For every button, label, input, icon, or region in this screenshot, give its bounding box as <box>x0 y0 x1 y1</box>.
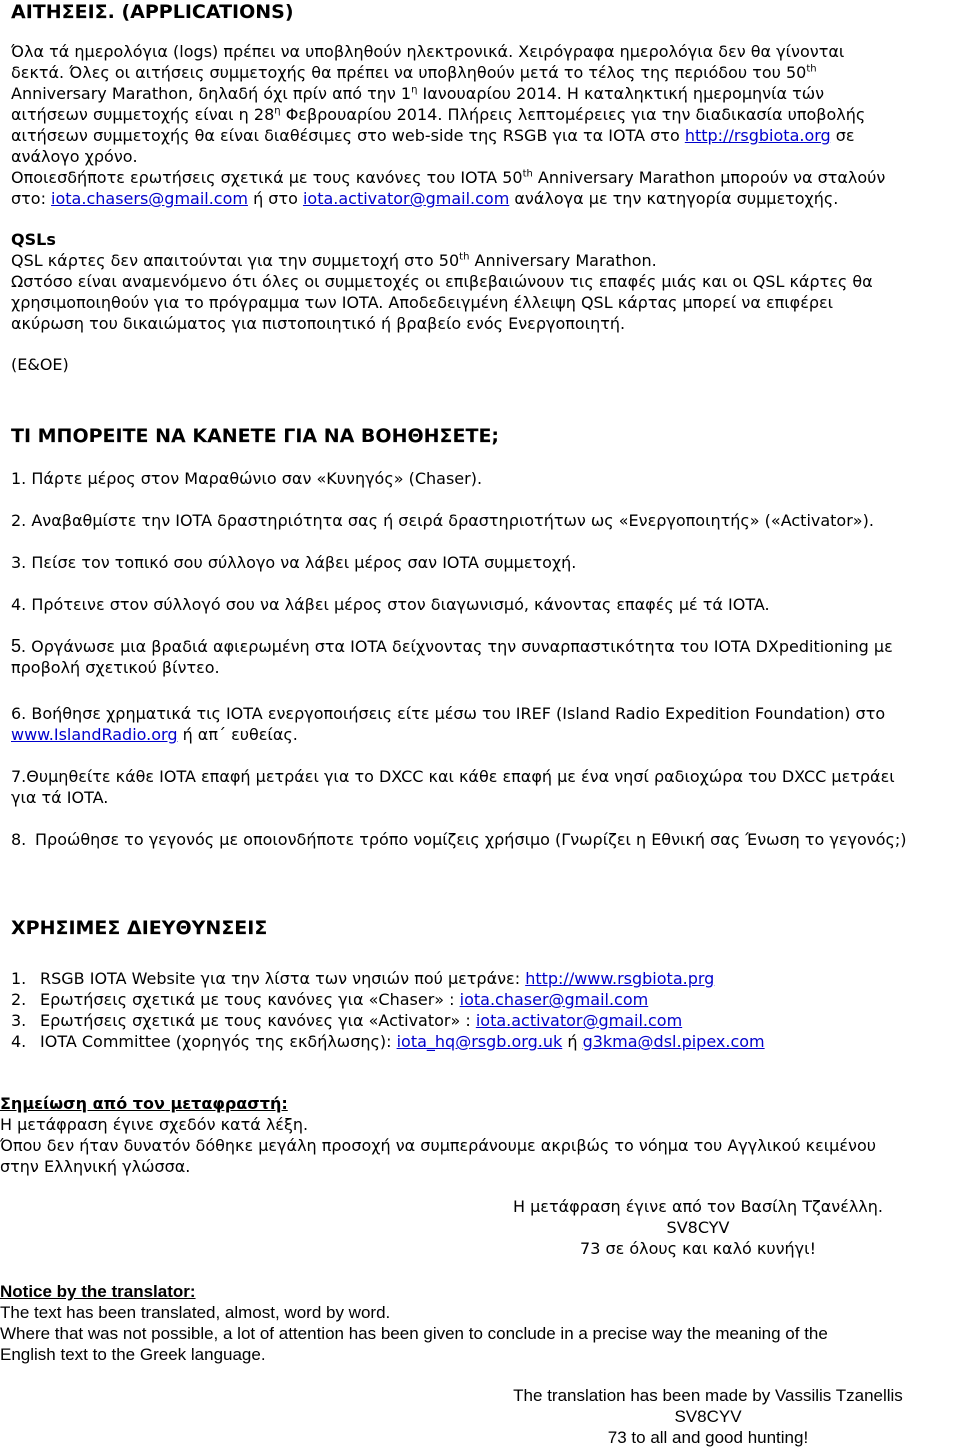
help-title: ΤΙ ΜΠΟΡΕΙΤΕ ΝΑ ΚΑΝΕΤΕ ΓΙΑ ΝΑ ΒΟΗΘΗΣΕΤΕ; <box>11 425 500 447</box>
addresses-list <box>11 968 956 1052</box>
applications-title: ΑΙΤΗΣΕΙΣ. (APPLICATIONS) <box>11 1 294 23</box>
translator-note-english: Notice by the translator: The text has been translated, almost, word by word. Where that was not possible, a lot of attention has been given to conclude in a precise way the meaning of the English text to the Greek language. <box>0 1282 828 1364</box>
address-item-2: 2. Ερωτήσεις σχετικά με τους κανόνες για «Chaser» : iota.chaser@gmail.com <box>11 990 649 1009</box>
greek-note-title: Σημείωση από τον μεταφραστή: <box>0 1094 288 1113</box>
help-item-1: 1. Πάρτε μέρος στον Μαραθώνιο σαν «Κυνηγός» (Chaser). <box>11 469 483 488</box>
iota-hq-email-link[interactable]: iota_hq@rsgb.org.uk <box>396 1032 563 1051</box>
address-item-1: 1. RSGB IOTA Website για την λίστα των νησιών πού μετράνε: http://www.rsgbiota.prg <box>11 969 715 988</box>
help-item-4: 4. Πρότεινε στον σύλλογό σου να λάβει μέρος στον διαγωνισμό, κάνοντας επαφές μέ τά IOTA. <box>11 595 770 614</box>
english-signature: The translation has been made by Vassilis Tzanellis SV8CYV 73 to all and good hunting! <box>513 1386 903 1447</box>
help-item-3: 3. Πείσε τον τοπικό σου σύλλογο να λάβει μέρος σαν IOTA συμμετοχή. <box>11 553 577 572</box>
islandradio-link[interactable]: www.IslandRadio.org <box>11 725 178 744</box>
help-section <box>11 424 956 448</box>
translator-note-greek: Σημείωση από τον μεταφραστή: Η μετάφραση έγινε σχεδόν κατά λέξη. Όπου δεν ήταν δυνατόν δόθηκε μεγάλη προσοχή να συμπεράνουμε ακριβώς το νόημα του Αγγλικού κειμένου στην Ελληνική γλώσσα. <box>0 1094 876 1176</box>
qsls-section: QSLs QSL κάρτες δεν απαιτούνται για την συμμετοχή στο 50th Anniversary Marathon. Ωστόσο είναι αναμενόμενο ότι όλες οι συμμετοχές οι επιβεβαιώνουν τις επαφές μιάς και οι QSL κάρτες θα χρησιμοποιηθούν για το πρόγραμμα των IOTA. Αποδεδειγμένη έλλειψη QSL κάρτας μπορεί να επιφέρει ακύρωση του δικαιώματος για πιστοποιητικό ή βραβείο ενός Ενεργοποιητή. <box>11 230 873 333</box>
applications-body: Όλα τά ημερολόγια (logs) πρέπει να υποβληθούν ηλεκτρονικά. Χειρόγραφα ημερολόγια δεν θα γίνονται δεκτά. Όλες οι αιτήσεις συμμετοχής θα πρέπει να υποβληθούν μετά το τέλος της περιόδου του 50th Anniversary Marathon, δηλαδή όχι πρίν από την $1^\eta$ Ιανουαρίου 2014. Η καταληκτική ημερομηνία τών αιτήσεων συμμετοχής είναι η $28^\eta$ Φεβρουαρίου 2014. Πλήρεις λεπτομέρειες για την διαδικασία υποβολής αιτήσεων συμμετοχής θα είναι διαθέσιμες στο web-side της RSGB για τα IOTA στο http://rsgbiota.org σε ανάλογο χρόνο. Οποιεσδήποτε ερωτήσεις σχετικά με τους κανόνες του IOTA 50th Anniversary Marathon μπορούν να σταλούν στο: iota.chasers@gmail.com ή στο iota.activator@gmail.com ανάλογα με την κατηγορία συμμετοχής. <box>11 42 886 208</box>
rsgbiota-link[interactable]: http://rsgbiota.org <box>684 126 831 145</box>
greek-signature: Η μετάφραση έγινε από τον Βασίλη Τζανέλλη. SV8CYV 73 σε όλους και καλό κυνήγι! <box>513 1197 883 1258</box>
activator-email-link[interactable]: iota.activator@gmail.com <box>302 189 510 208</box>
help-item-6: 6. Βοήθησε χρηματικά τις IOTA ενεργοποιήσεις είτε μέσω του IREF (Island Radio Expedition Foundation) στο www.IslandRadio.org ή απ΄ ευθείας. <box>11 704 886 744</box>
help-item-5: 5. Οργάνωσε μια βραδιά αφιερωμένη στα IOTA δείχνοντας την συναρπαστικότητα του IOTA DXpeditioning με προβολή σχετικού βίντεο. <box>11 636 893 677</box>
g3kma-email-link[interactable]: g3kma@dsl.pipex.com <box>582 1032 765 1051</box>
activator-email-link-2[interactable]: iota.activator@gmail.com <box>475 1011 683 1030</box>
eoe-note: (E&OE) <box>11 355 69 374</box>
address-item-4: 4. IOTA Committee (χορηγός της εκδήλωσης): iota_hq@rsgb.org.uk ή g3kma@dsl.pipex.com <box>11 1032 765 1051</box>
help-item-7: 7.Θυμηθείτε κάθε IOTA επαφή μετράει για το DXCC και κάθε επαφή με ένα νησί ραδιοχώρα του DXCC μετράει για τά IOTA. <box>11 767 895 807</box>
help-item-8: 8. Προώθησε το γεγονός με οποιονδήποτε τρόπο νομίζεις χρήσιμο (Γνωρίζει η Εθνική σας Ένωση το γεγονός;) <box>11 830 907 849</box>
addresses-title: ΧΡΗΣΙΜΕΣ ΔΙΕΥΘΥΝΣΕΙΣ <box>11 917 268 939</box>
english-note-title: Notice by the translator: <box>0 1282 196 1301</box>
addresses-section <box>11 916 956 940</box>
chasers-email-link[interactable]: iota.chasers@gmail.com <box>51 189 248 208</box>
address-item-3: 3. Ερωτήσεις σχετικά με τους κανόνες για «Activator» : iota.activator@gmail.com <box>11 1011 683 1030</box>
chaser-email-link[interactable]: iota.chaser@gmail.com <box>459 990 649 1009</box>
applications-section <box>11 0 956 24</box>
qsls-title: QSLs <box>11 230 56 249</box>
help-item-2: 2. Αναβαθμίστε την IOTA δραστηριότητα σας ή σειρά δραστηριοτήτων ως «Ενεργοποιητής» («Activator»). <box>11 511 874 530</box>
rsgbiota-website-link[interactable]: http://www.rsgbiota.prg <box>525 969 715 988</box>
